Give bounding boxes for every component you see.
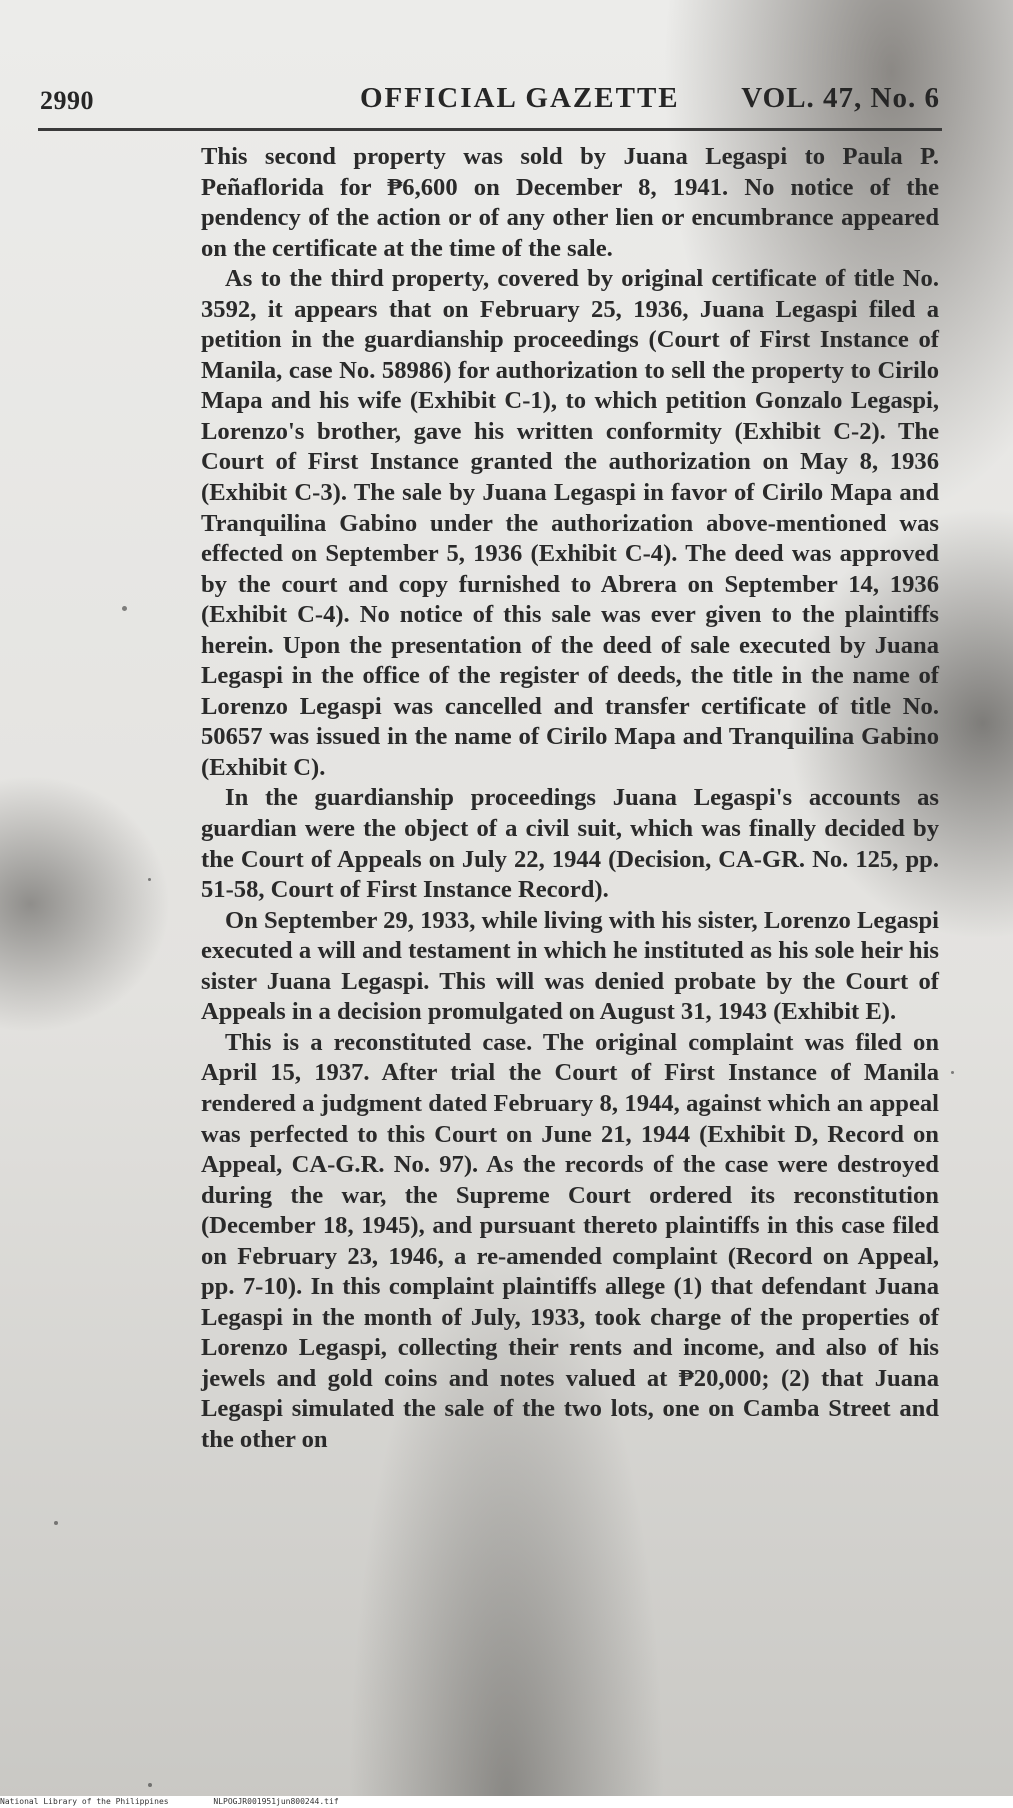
- scan-speck: [122, 606, 127, 611]
- paragraph-sale-second-property: This second property was sold by Juana Legaspi to Paula P. Peñaflorida for ₱6,600 on December 8, 1941. No notice of the pendency of the action or of any other lien or encumbrance appeared on the certificate at the time of the sale.: [201, 143, 939, 262]
- paragraph-third-property: As to the third property, covered by original certificate of title No. 3592, it appears that on February 25, 1936, Juana Legaspi filed a petition in the guardianship proceedings (Court of First Instance of Manila, case No. 58986) for authorization to sell the property to Cirilo Mapa and his wife (Exhibit C-1), to which petition Gonzalo Legaspi, Lorenzo's brother, gave his written conformity (Exhibit C-2). The Court of First Instance granted the authorization on May 8, 1936 (Exhibit C-3). The sale by Juana Legaspi in favor of Cirilo Mapa and Tranquilina Gabino under the authorization above-mentioned was effected on September 5, 1936 (Exhibit C-4). The deed was approved by the court and copy furnished to Abrera on September 14, 1936 (Exhibit C-4). No notice of this sale was ever given to the plaintiffs herein. Upon the presentation of the deed of sale executed by Juana Legaspi in the office of the register of deeds, the title in the name of Lorenzo Legaspi was cancelled and transfer certificate of title No. 50657 was issued in the name of Cirilo Mapa and Tranquilina Gabino (Exhibit C).: [201, 265, 939, 781]
- library-credit: National Library of the Philippines: [0, 1797, 169, 1806]
- paragraph-will: On September 29, 1933, while living with his sister, Lorenzo Legaspi executed a will and testament in which he instituted as his sole heir his sister Juana Legaspi. This will was denied probate by the Court of Appeals in a decision promulgated on August 31, 1943 (Exhibit E).: [201, 906, 939, 1026]
- scan-file-id: NLPOGJR001951jun800244.tif: [213, 1797, 339, 1806]
- paragraph-guardianship: In the guardianship proceedings Juana Legaspi's accounts as guardian were the object of a civil suit, which was finally decided by the Court of Appeals on July 22, 1944 (Decision, CA-GR. No. 125, pp. 51-58, Court of First Instance Record).: [201, 784, 939, 904]
- scan-speck: [951, 1071, 954, 1074]
- paragraph-reconstituted-case: This is a reconstituted case. The original complaint was filed on April 15, 1937. After trial the Court of First Instance of Manila rendered a judgment dated February 8, 1944, against which an appeal was perfected to this Court on June 21, 1944 (Exhibit D, Record on Appeal, CA-G.R. No. 97). As the records of the case were destroyed during the war, the Supreme Court ordered its reconstitution (December 18, 1945), and pursuant thereto plaintiffs in this case filed on February 23, 1946, a re-amended complaint (Record on Appeal, pp. 7-10). In this complaint plaintiffs allege (1) that defendant Juana Legaspi in the month of July, 1933, took charge of the properties of Lorenzo Legaspi, collecting their rents and income, and also of his jewels and gold coins and notes valued at ₱20,000; (2) that Juana Legaspi simulated the sale of the two lots, one on Camba Street and the other on: [201, 1028, 939, 1453]
- scan-speck: [148, 878, 151, 881]
- page-header: [40, 82, 940, 122]
- scan-footer: [0, 1796, 1013, 1808]
- page-number: 2990: [40, 86, 94, 115]
- article-body: [201, 142, 939, 1456]
- scan-speck: [54, 1521, 58, 1525]
- scan-speck: [148, 1783, 152, 1787]
- publication-title: OFFICIAL GAZETTE: [360, 82, 680, 114]
- header-rule: [38, 128, 942, 131]
- volume-number: VOL. 47, No. 6: [741, 82, 940, 114]
